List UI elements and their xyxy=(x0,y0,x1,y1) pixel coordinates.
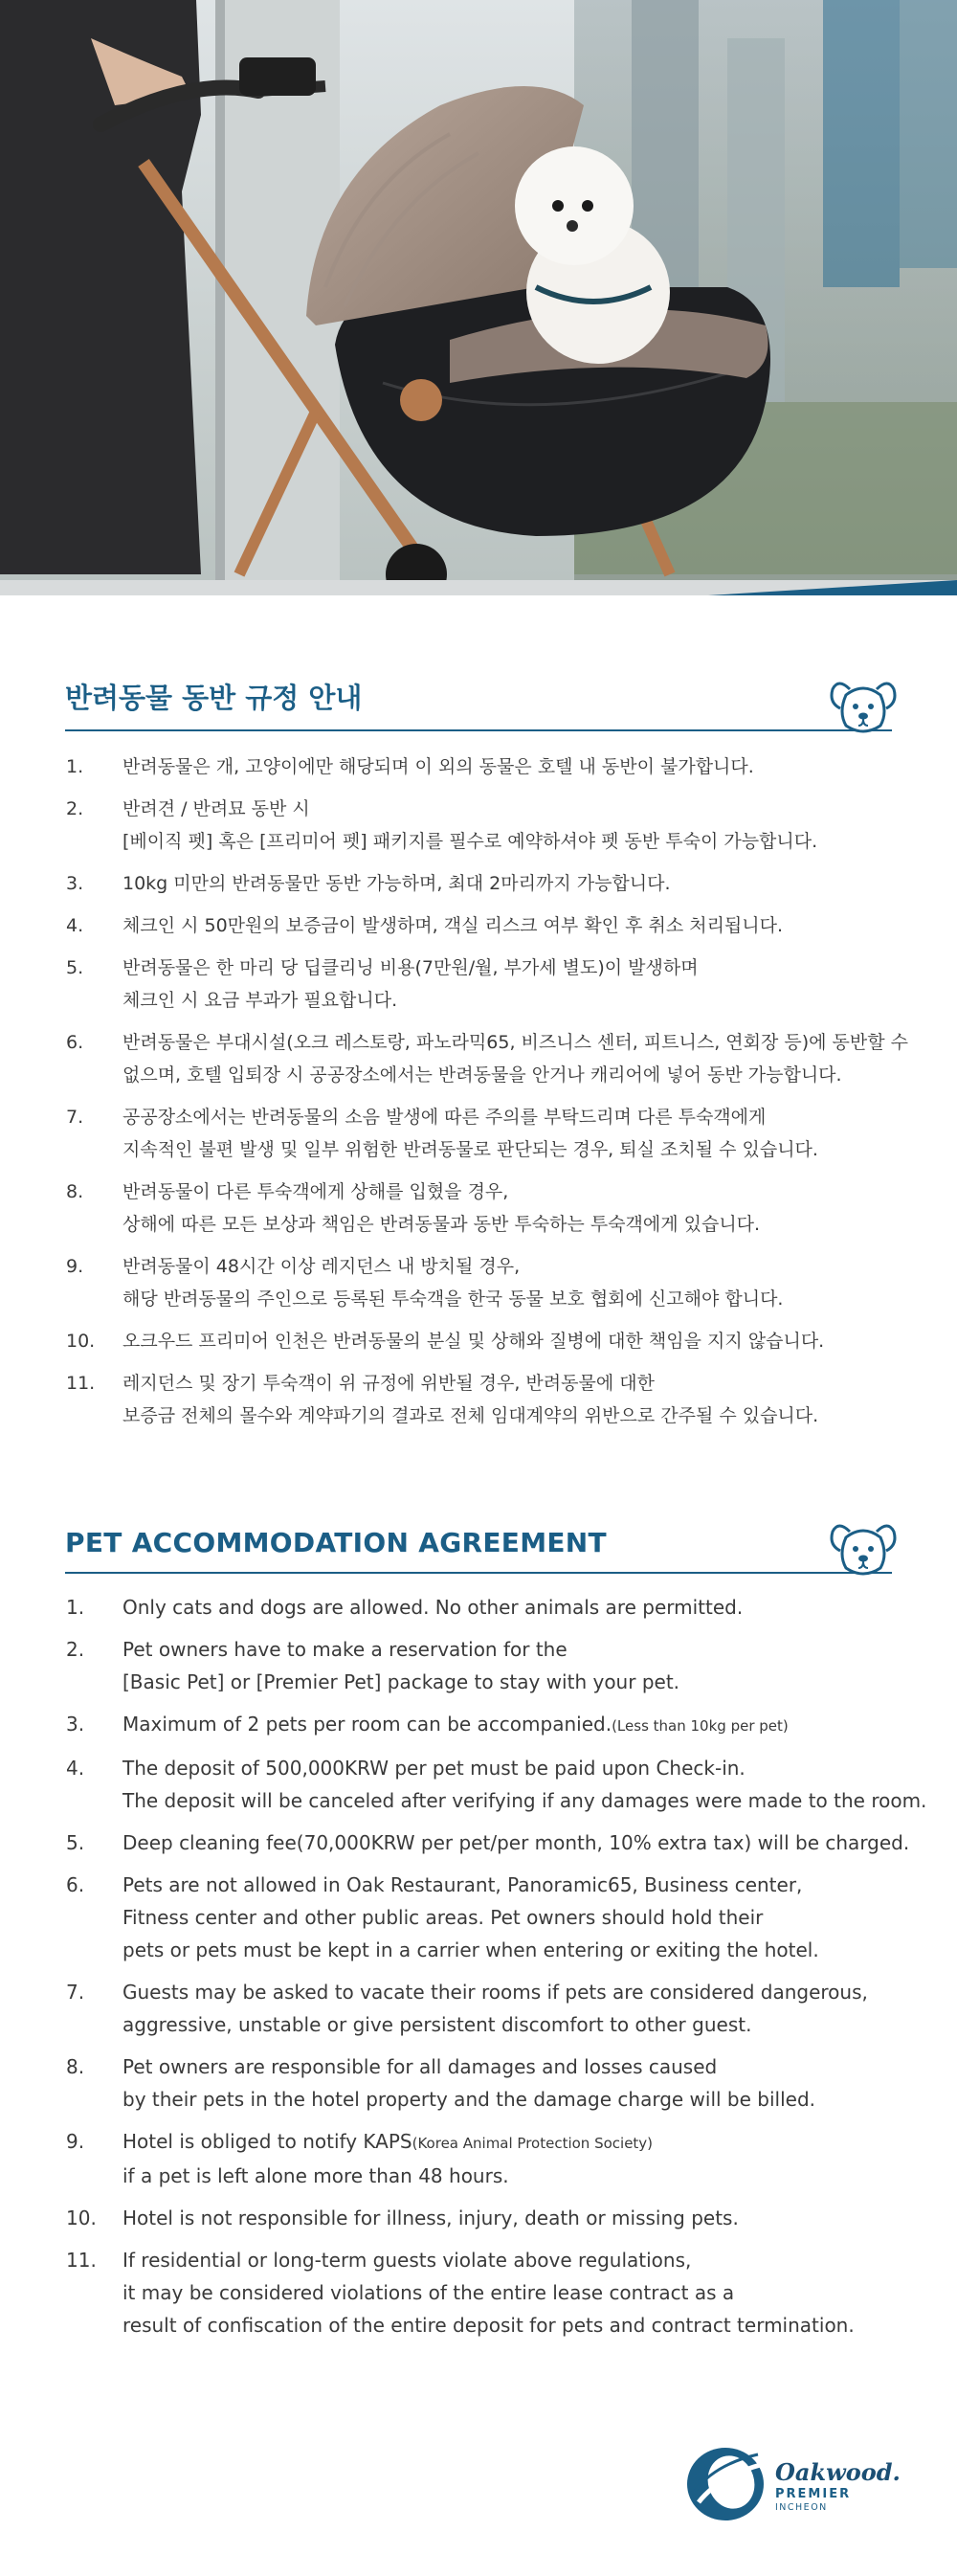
item-note: (Less than 10kg per pet) xyxy=(612,1717,789,1735)
item-text: 레지던스 및 장기 투숙객이 위 규정에 위반될 경우, 반려동물에 대한 xyxy=(122,1373,655,1394)
item-text: Pets are not allowed in Oak Restaurant, Panoramic65, Business center, xyxy=(122,1873,803,1896)
item-text: Hotel is obliged to notify KAPS xyxy=(122,2130,412,2153)
item-text: 반려동물은 개, 고양이에만 해당되며 이 외의 동물은 호텔 내 동반이 불가합니다. xyxy=(122,756,754,777)
item-text: Deep cleaning fee(70,000KRW per pet/per month, 10% extra tax) will be charged. xyxy=(122,1831,910,1854)
list-item xyxy=(65,1101,892,1166)
item-text: [Basic Pet] or [Premier Pet] package to stay with your pet. xyxy=(122,1670,680,1693)
item-text: result of confiscation of the entire deposit for pets and contract termination. xyxy=(122,2314,855,2337)
dog-icon xyxy=(829,674,898,737)
item-number: 9. xyxy=(66,1256,84,1277)
item-number: 1. xyxy=(66,756,84,777)
list-item xyxy=(65,1325,892,1357)
list-item xyxy=(65,793,892,858)
item-text: 반려동물이 48시간 이상 레지던스 내 방치될 경우, xyxy=(122,1256,521,1277)
list-item xyxy=(65,1026,909,1091)
item-number: 6. xyxy=(66,1032,84,1053)
item-text: [베이직 펫] 혹은 [프리미어 펫] 패키지를 필수로 예약하셔야 펫 동반 투숙이 가능합니다. xyxy=(122,831,818,852)
list-item xyxy=(65,909,892,942)
item-number: 8. xyxy=(66,2055,85,2078)
item-number: 6. xyxy=(66,1873,85,1896)
item-text: 오크우드 프리미어 인천은 반려동물의 분실 및 상해와 질병에 대한 책임을 지지 않습니다. xyxy=(122,1331,825,1352)
item-text: The deposit will be canceled after verifying if any damages were made to the room. xyxy=(122,1789,927,1812)
item-text: aggressive, unstable or give persistent discomfort to other guest. xyxy=(122,2013,752,2036)
korean-rules-section xyxy=(65,670,909,1442)
item-number: 10. xyxy=(66,1331,96,1352)
korean-section-title: 반려동물 동반 규정 안내 xyxy=(65,682,363,714)
item-text: by their pets in the hotel property and the damage charge will be billed. xyxy=(122,2088,816,2111)
item-text: Pet owners are responsible for all damages and losses caused xyxy=(122,2055,718,2078)
item-number: 3. xyxy=(66,1713,85,1736)
list-item xyxy=(65,1367,892,1432)
hero-photo xyxy=(0,0,957,595)
item-text: 10kg 미만의 반려동물만 동반 가능하며, 최대 2마리까지 가능합니다. xyxy=(122,873,671,894)
item-number: 3. xyxy=(66,873,84,894)
item-text: 체크인 시 50만원의 보증금이 발생하며, 객실 리스크 여부 확인 후 취소 처리됩니다. xyxy=(122,915,784,936)
list-item xyxy=(65,952,892,1017)
item-number: 1. xyxy=(66,1596,85,1619)
item-text: 해당 반려동물의 주인으로 등록된 투숙객을 한국 동물 보호 협회에 신고해야 합니다. xyxy=(122,1288,784,1310)
item-text: 공공장소에서는 반려동물의 소음 발생에 따른 주의를 부탁드리며 다른 투숙객에게 xyxy=(122,1107,767,1128)
dog-icon xyxy=(829,1516,898,1579)
list-item xyxy=(65,2050,892,2116)
english-rules-list xyxy=(65,1591,927,2341)
item-number: 4. xyxy=(66,915,84,936)
oakwood-logo xyxy=(681,2443,901,2525)
list-item xyxy=(65,2125,892,2192)
item-text: 반려견 / 반려묘 동반 시 xyxy=(122,798,310,819)
list-item xyxy=(65,1976,892,2041)
logo-incheon: INCHEON xyxy=(775,2502,828,2513)
english-section-title: PET ACCOMMODATION AGREEMENT xyxy=(65,1527,607,1558)
item-text: 지속적인 불편 발생 및 일부 위험한 반려동물로 판단되는 경우, 퇴실 조치될 수 있습니다. xyxy=(122,1139,818,1160)
english-section-header xyxy=(65,1512,892,1574)
hero-accent-band xyxy=(0,580,957,595)
list-item xyxy=(65,2202,892,2234)
item-text: Pet owners have to make a reservation for the xyxy=(122,1638,568,1661)
logo-brand: Oakwood. xyxy=(775,2458,901,2486)
item-number: 9. xyxy=(66,2130,85,2153)
korean-rules-list xyxy=(65,750,909,1432)
item-text: Hotel is not responsible for illness, injury, death or missing pets. xyxy=(122,2206,739,2229)
item-text: 보증금 전체의 몰수와 계약파기의 결과로 전체 임대계약의 위반으로 간주될 수 있습니다. xyxy=(122,1405,819,1426)
item-text: Fitness center and other public areas. Pet owners should hold their xyxy=(122,1906,764,1929)
item-number: 4. xyxy=(66,1757,85,1780)
item-number: 11. xyxy=(66,2249,97,2272)
item-text: Maximum of 2 pets per room can be accompanied. xyxy=(122,1713,612,1736)
item-number: 5. xyxy=(66,1831,85,1854)
list-item xyxy=(65,867,892,900)
logo-wordmark xyxy=(775,2460,900,2514)
item-number: 7. xyxy=(66,1981,85,2004)
item-text: 반려동물은 부대시설(오크 레스토랑, 파노라믹65, 비즈니스 센터, 피트니스, 연회장 등)에 동반할 수 xyxy=(122,1032,909,1053)
item-number: 10. xyxy=(66,2206,97,2229)
item-text: 없으며, 호텔 입퇴장 시 공공장소에서는 반려동물을 안거나 캐리어에 넣어 동반 가능합니다. xyxy=(122,1064,842,1086)
list-item xyxy=(65,750,892,783)
item-text: If residential or long-term guests violate above regulations, xyxy=(122,2249,692,2272)
item-text: if a pet is left alone more than 48 hours. xyxy=(122,2164,509,2187)
list-item xyxy=(65,1826,910,1859)
list-item xyxy=(65,1869,892,1966)
list-item xyxy=(65,1752,927,1817)
oakwood-emblem-icon xyxy=(681,2443,777,2525)
list-item xyxy=(65,1633,892,1698)
item-text: 체크인 시 요금 부과가 필요합니다. xyxy=(122,990,398,1011)
item-text: pets or pets must be kept in a carrier when entering or exiting the hotel. xyxy=(122,1938,819,1961)
list-item xyxy=(65,1250,892,1315)
list-item xyxy=(65,1708,892,1742)
item-number: 7. xyxy=(66,1107,84,1128)
list-item xyxy=(65,2244,892,2341)
korean-section-header xyxy=(65,670,892,731)
list-item xyxy=(65,1176,892,1241)
item-text: The deposit of 500,000KRW per pet must be paid upon Check-in. xyxy=(122,1757,746,1780)
item-number: 8. xyxy=(66,1181,84,1202)
item-text: 반려동물은 한 마리 당 딥클리닝 비용(7만원/월, 부가세 별도)이 발생하며 xyxy=(122,957,699,978)
item-number: 2. xyxy=(66,798,84,819)
item-text: it may be considered violations of the entire lease contract as a xyxy=(122,2281,735,2304)
item-note: (Korea Animal Protection Society) xyxy=(412,2135,654,2152)
logo-premier: PREMIER xyxy=(775,2487,852,2501)
list-item xyxy=(65,1591,892,1624)
item-text: Only cats and dogs are allowed. No other animals are permitted. xyxy=(122,1596,744,1619)
item-text: 상해에 따른 모든 보상과 책임은 반려동물과 동반 투숙하는 투숙객에게 있습니다. xyxy=(122,1214,761,1235)
item-text: Guests may be asked to vacate their rooms if pets are considered dangerous, xyxy=(122,1981,868,2004)
item-number: 2. xyxy=(66,1638,85,1661)
item-text: 반려동물이 다른 투숙객에게 상해를 입혔을 경우, xyxy=(122,1181,509,1202)
hero-illustration xyxy=(0,0,957,595)
item-number: 5. xyxy=(66,957,84,978)
item-number: 11. xyxy=(66,1373,96,1394)
english-rules-section xyxy=(65,1512,927,2351)
